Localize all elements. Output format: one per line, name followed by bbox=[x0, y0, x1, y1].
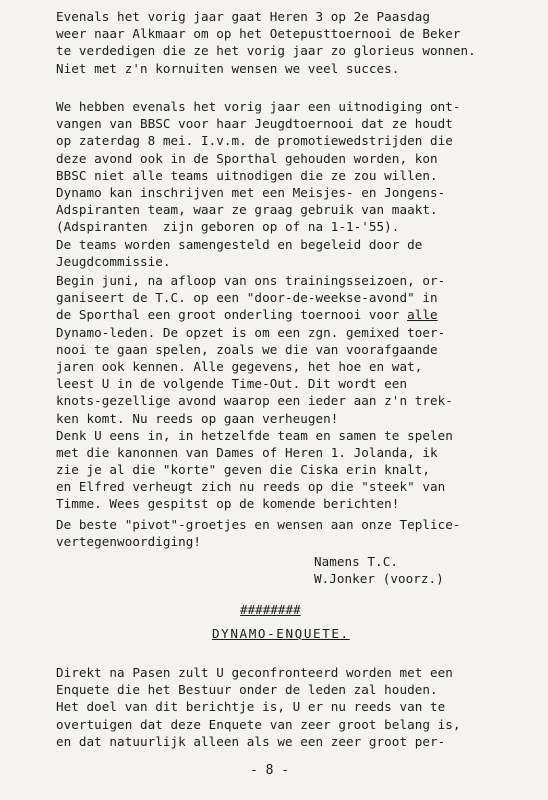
text-line: op zaterdag 8 mei. I.v.m. de promotiewedstrijden die bbox=[56, 133, 453, 149]
paragraph-jeugdtoernooi bbox=[56, 98, 536, 270]
paragraph-groeten bbox=[56, 516, 536, 550]
text-line: ganiseert de T.C. op een "door-de-weekse-avond" in bbox=[56, 290, 438, 306]
text-line: nooi te gaan spelen, zoals we die van voorafgaande bbox=[56, 341, 438, 357]
text-line: Enquete die het Bestuur onder de leden zal houden. bbox=[56, 682, 438, 698]
text-line: vertegenwoordiging! bbox=[56, 534, 202, 550]
text-line: Adspiranten team, waar ze graag gebruik van maakt. bbox=[56, 202, 438, 218]
text-line: ken komt. Nu reeds op gaan verheugen! bbox=[56, 410, 339, 426]
text-line: deze avond ook in de Sporthal gehouden worden, kon bbox=[56, 150, 438, 166]
text-line: Dynamo kan inschrijven met een Meisjes- en Jongens- bbox=[56, 184, 446, 200]
signature-name: W.Jonker (voorz.) bbox=[314, 571, 444, 587]
section-heading: DYNAMO-ENQUETE. bbox=[212, 626, 350, 641]
text-line: overtuigen dat deze Enquete van zeer groot belang is, bbox=[56, 716, 461, 732]
text-line: Dynamo-leden. De opzet is om een zgn. gemixed toer- bbox=[56, 324, 446, 340]
text-line: De teams worden samengesteld en begeleid door de bbox=[56, 236, 423, 252]
text-line: weer naar Alkmaar om op het Oetepusttoernooi de Beker bbox=[56, 26, 461, 42]
text-line: knots-gezellige avond waarop een ieder aan z'n trek- bbox=[56, 393, 453, 409]
text-line: We hebben evenals het vorig jaar een uitnodiging ont- bbox=[56, 99, 461, 114]
paragraph-toernooi bbox=[56, 272, 536, 513]
text-line bbox=[56, 306, 536, 323]
text-line: jaren ook kennen. Alle gegevens, het hoe en wat, bbox=[56, 358, 423, 374]
paragraph-enquete bbox=[56, 664, 536, 750]
text-line: Het doel van dit berichtje is, U er nu reeds van te bbox=[56, 699, 446, 715]
text-line: en Elfred verheugt zich nu reeds op die "steek" van bbox=[56, 479, 446, 495]
text-line: en dat natuurlijk alleen als we een zeer groot per- bbox=[56, 733, 446, 749]
text-segment: de Sporthal een groot onderling toernooi voor bbox=[56, 307, 408, 323]
underlined-word: alle bbox=[407, 307, 438, 323]
signature-line: Namens T.C. bbox=[314, 554, 398, 569]
text-line: zie je al die "korte" geven die Ciska erin knalt, bbox=[56, 462, 430, 478]
text-line: Jeugdcommissie. bbox=[56, 253, 171, 269]
text-line: Denk U eens in, in hetzelfde team en samen te spelen bbox=[56, 427, 453, 443]
paragraph-beker bbox=[56, 8, 536, 77]
text-line: (Adspiranten zijn geboren op of na 1-1-'55). bbox=[56, 219, 400, 235]
text-line: De beste "pivot"-groetjes en wensen aan onze Teplice- bbox=[56, 517, 461, 532]
separator-hashes: ######## bbox=[240, 602, 301, 617]
text-line: Direkt na Pasen zult U geconfronteerd worden met een bbox=[56, 665, 453, 680]
text-line: Evenals het vorig jaar gaat Heren 3 op 2e Paasdag bbox=[56, 9, 430, 24]
text-line: Niet met z'n kornuiten wensen we veel succes. bbox=[56, 60, 400, 76]
text-line: Begin juni, na afloop van ons trainingsseizoen, or- bbox=[56, 273, 446, 288]
text-line: vangen van BBSC voor haar Jeugdtoernooi dat ze houdt bbox=[56, 116, 453, 132]
text-line: Timme. Wees gespitst op de komende berichten! bbox=[56, 496, 400, 512]
signature-block bbox=[314, 553, 444, 587]
page-number: - 8 - bbox=[250, 763, 290, 778]
text-line: leest U in de volgende Time-Out. Dit wordt een bbox=[56, 376, 408, 392]
text-line: te verdedigen die ze het vorig jaar zo glorieus wonnen. bbox=[56, 43, 476, 59]
text-line: BBSC niet alle teams uitnodigen die ze zou willen. bbox=[56, 167, 438, 183]
text-line: met die kanonnen van Dames of Heren 1. Jolanda, ik bbox=[56, 444, 438, 460]
